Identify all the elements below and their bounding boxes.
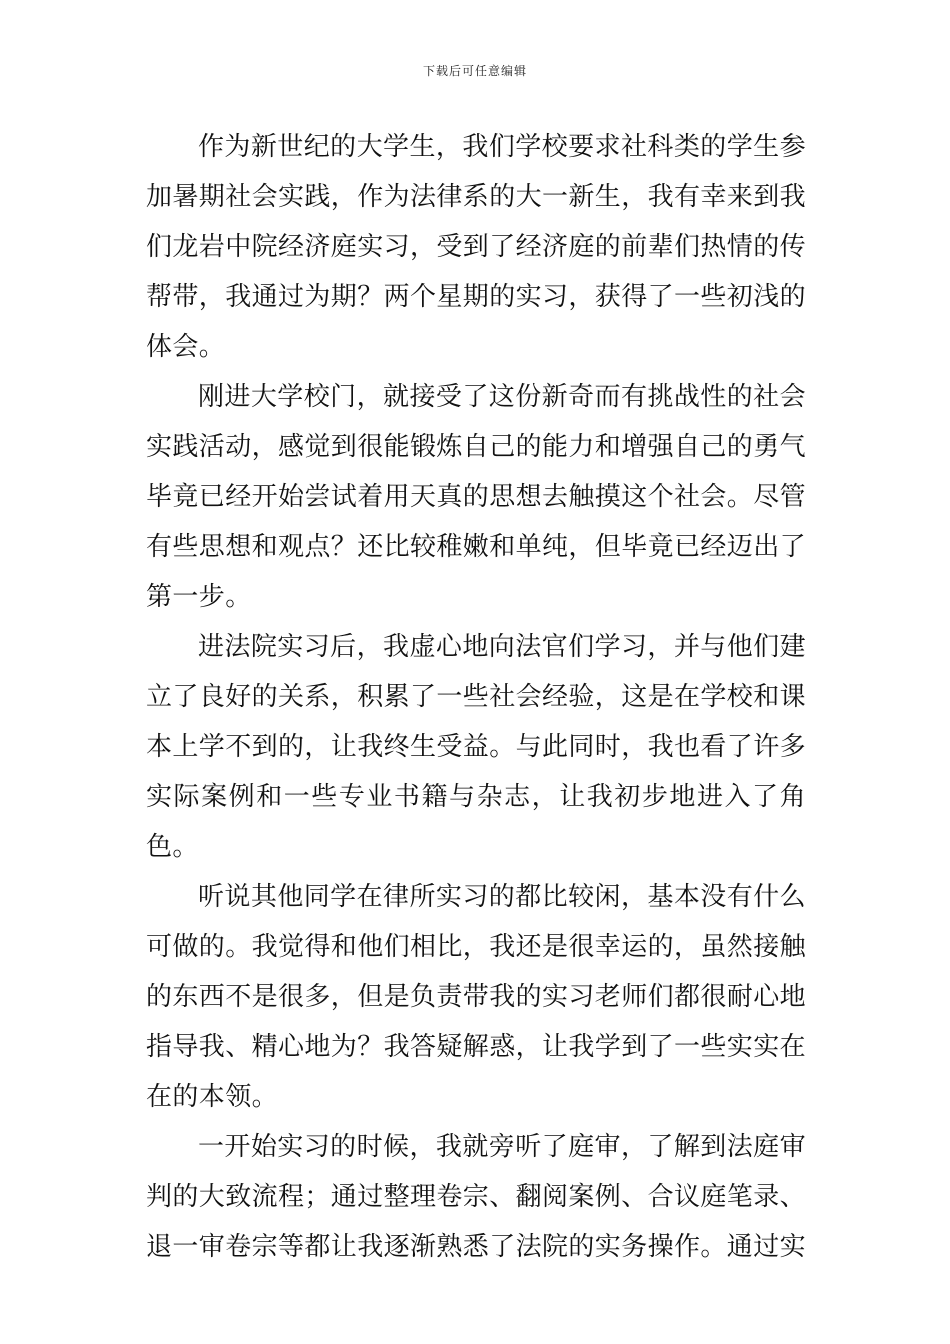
- paragraph-3: 进法院实习后，我虚心地向法官们学习，并与他们建立了良好的关系，积累了一些社会经验，这是在学校和课本上学不到的，让我终生受益。与此同时，我也看了许多实际案例和一些专业书籍与杂志，让我初步地进入了角色。: [146, 632, 807, 862]
- paragraph-2: 刚进大学校门，就接受了这份新奇而有挑战性的社会实践活动，感觉到很能锻炼自己的能力和增强自己的勇气毕竟已经开始尝试着用天真的思想去触摸这个社会。尽管有些思想和观点？还比较稚嫩和单纯，但毕竟已经迈出了第一步。: [146, 382, 807, 612]
- paragraph-1: 作为新世纪的大学生，我们学校要求社科类的学生参加暑期社会实践，作为法律系的大一新生，我有幸来到我们龙岩中院经济庭实习，受到了经济庭的前辈们热情的传帮带，我通过为期？两个星期的实习，获得了一些初浅的体会。: [146, 132, 807, 362]
- document-body: [146, 122, 806, 1272]
- header-note: 下载后可任意编辑: [422, 64, 527, 78]
- paragraph-5: 一开始实习的时候，我就旁听了庭审，了解到法庭审判的大致流程；通过整理卷宗、翻阅案例、合议庭笔录、退一审卷宗等都让我逐渐熟悉了法院的实务操作。通过实: [146, 1132, 807, 1262]
- paragraph-4: 听说其他同学在律所实习的都比较闲，基本没有什么可做的。我觉得和他们相比，我还是很幸运的，虽然接触的东西不是很多，但是负责带我的实习老师们都很耐心地指导我、精心地为？我答疑解惑，让我学到了一些实实在在的本领。: [146, 882, 807, 1112]
